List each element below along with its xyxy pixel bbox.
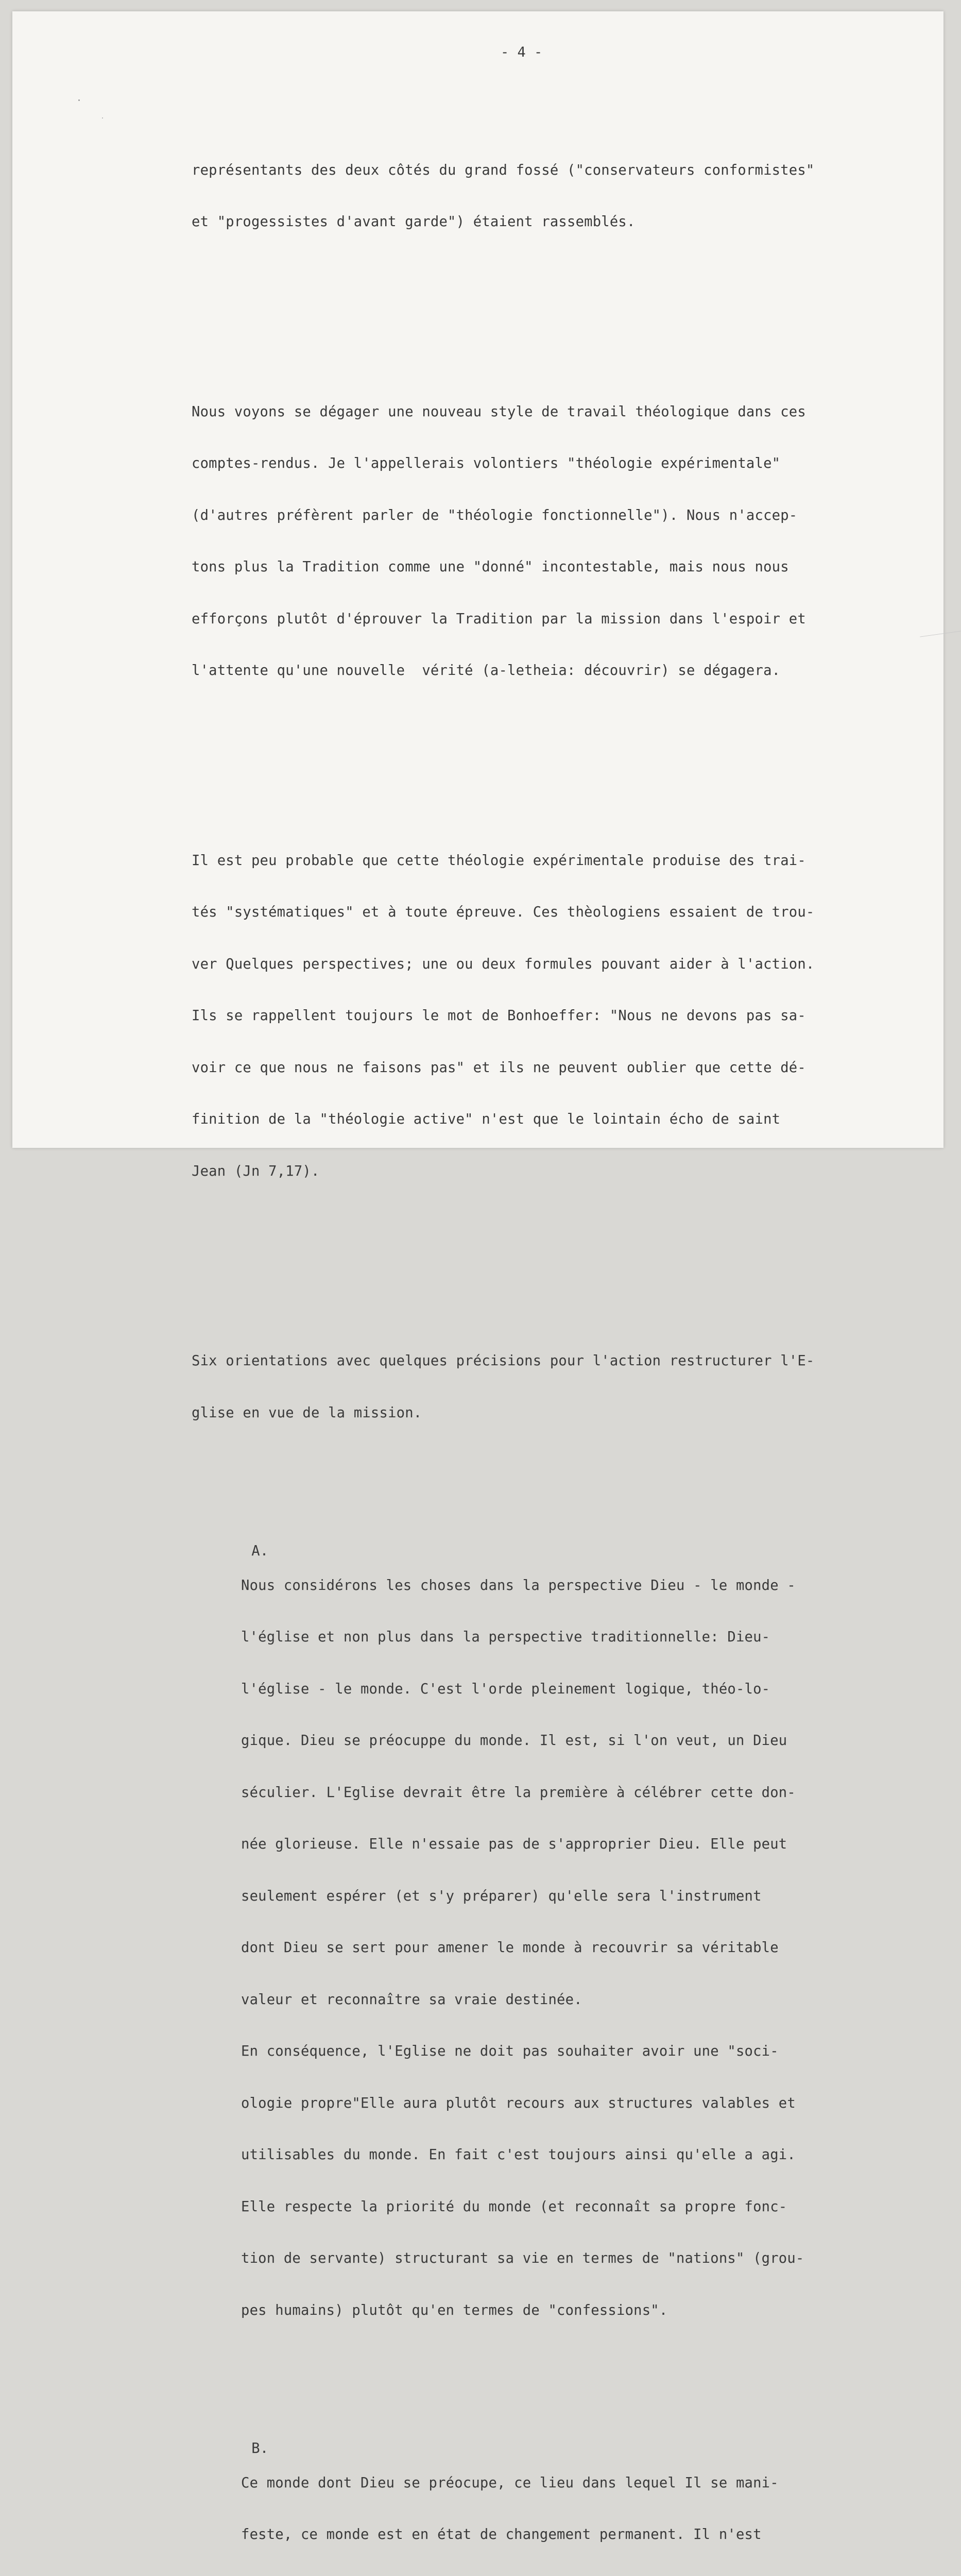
document-body	[192, 75, 882, 2576]
text-line: seulement espérer (et s'y préparer) qu'elle sera l'instrument	[241, 1888, 762, 1904]
text-line: Jean (Jn 7,17).	[192, 1163, 320, 1179]
text-line: tés "systématiques" et à toute épreuve. Ces thèologiens essaient de trou-	[192, 904, 815, 920]
text-line: Elle respecte la priorité du monde (et reconnaît sa propre fonc-	[241, 2198, 787, 2215]
text-line: née glorieuse. Elle n'essaie pas de s'approprier Dieu. Elle peut	[241, 1836, 787, 1852]
text-line: (d'autres préfèrent parler de "théologie fonctionnelle"). Nous n'accep-	[192, 507, 798, 523]
list-item-b	[192, 2422, 882, 2576]
list-marker: A.	[251, 1543, 269, 1559]
paper-speck	[78, 99, 80, 101]
text-line: En conséquence, l'Eglise ne doit pas souhaiter avoir une "soci-	[241, 2043, 779, 2059]
text-line: Nous considérons les choses dans la perspective Dieu - le monde -	[241, 1577, 796, 1594]
paragraph	[192, 818, 882, 1215]
text-line: dont Dieu se sert pour amener le monde à recouvrir sa véritable	[241, 1940, 779, 1956]
paper-speck	[102, 117, 103, 118]
text-line: utilisables du monde. En fait c'est toujours ainsi qu'elle a agi.	[241, 2147, 796, 2163]
text-line: glise en vue de la mission.	[192, 1404, 422, 1421]
text-line: l'attente qu'une nouvelle vérité (a-letheia: découvrir) se dégagera.	[192, 663, 781, 679]
text-line: Ce monde dont Dieu se préocupe, ce lieu dans lequel Il se mani-	[241, 2475, 779, 2491]
text-line: voir ce que nous ne faisons pas" et ils ne peuvent oublier que cette dé-	[192, 1059, 806, 1076]
text-line: tons plus la Tradition comme une "donné" incontestable, mais nous nous	[192, 559, 789, 575]
text-line: tion de servante) structurant sa vie en termes de "nations" (grou-	[241, 2250, 804, 2266]
text-line: Il est peu probable que cette théologie expérimentale produise des trai-	[192, 852, 806, 869]
text-line: ologie propre"Elle aura plutôt recours aux structures valables et	[241, 2095, 796, 2111]
text-line: finition de la "théologie active" n'est que le lointain écho de saint	[192, 1111, 781, 1127]
text-line: Six orientations avec quelques précisions pour l'action restructurer l'E-	[192, 1353, 815, 1369]
page-number: - 4 -	[501, 44, 543, 60]
text-line: gique. Dieu se préocuppe du monde. Il est, si l'on veut, un Dieu	[241, 1733, 787, 1749]
text-line: l'église et non plus dans la perspective traditionnelle: Dieu-	[241, 1629, 770, 1645]
text-line: feste, ce monde est en état de changement permanent. Il n'est	[241, 2527, 762, 2543]
text-line: l'église - le monde. C'est l'orde pleinement logique, théo-lo-	[241, 1681, 770, 1697]
text-line: ver Quelques perspectives; une ou deux formules pouvant aider à l'action.	[192, 956, 815, 972]
pencil-mark	[920, 631, 960, 637]
paragraph	[192, 369, 882, 714]
text-line: Ils se rappellent toujours le mot de Bonhoeffer: "Nous ne devons pas sa-	[192, 1008, 806, 1024]
list-marker: B.	[251, 2440, 269, 2456]
paragraph	[192, 127, 882, 265]
text-line: pes humains) plutôt qu'en termes de "confessions".	[241, 2302, 668, 2318]
text-line: efforçons plutôt d'éprouver la Tradition par la mission dans l'espoir et	[192, 611, 806, 627]
text-line: séculier. L'Eglise devrait être la première à célébrer cette don-	[241, 1784, 796, 1801]
text-line: Nous voyons se dégager une nouveau style de travail théologique dans ces	[192, 403, 806, 420]
text-line: valeur et reconnaître sa vraie destinée.	[241, 1991, 582, 2008]
list-item-a	[192, 1525, 882, 2353]
paragraph	[192, 1318, 882, 1456]
text-line: et "progessistes d'avant garde") étaient rassemblés.	[192, 214, 636, 230]
text-line: représentants des deux côtés du grand fossé ("conservateurs conformistes"	[192, 162, 815, 178]
text-line: comptes-rendus. Je l'appellerais volontiers "théologie expérimentale"	[192, 455, 781, 471]
